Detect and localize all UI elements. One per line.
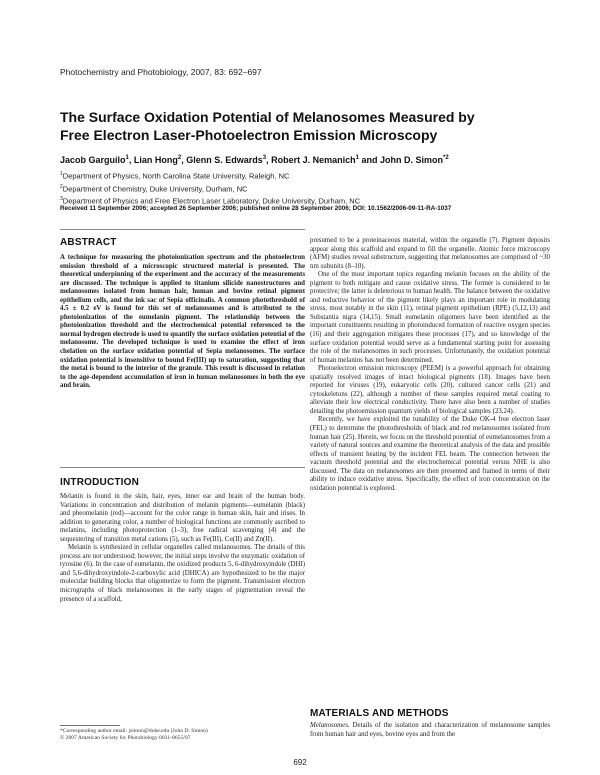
footnote-copyright: © 2007 American Society for Photobiology 0031-8655/07 bbox=[60, 735, 191, 741]
intro-paragraph-1: Melanin is found in the skin, hair, eyes, inner ear and brain of the human body. Variations in concentration and distribution of melanin pigments—eumelanin (black) and pheomelanin (red)—account for the color range in human skin, hair and irises. In addition to generating color, a number of biological functions are commonly ascribed to melanins, including photoprotection (1–3), free radical scavenging (4) and the sequestering of transition metal cations (5), such as Fe(III), Cu(II) and Zn(II). bbox=[60, 493, 305, 543]
author-separator: and bbox=[359, 155, 381, 165]
right-paragraph-1: presumed to be a proteinaceous material, within the organelle (7). Pigment deposits appear along this scaffold and expand to fill the organelle. Atomic force microscopy (AFM) studies reveal substructure, suggesting that melanosomes are comprised of ~30 nm subunits (8–10). bbox=[310, 237, 550, 270]
title-line-1: The Surface Oxidation Potential of Melanosomes Measured by bbox=[60, 109, 475, 125]
author-separator: , bbox=[181, 155, 187, 165]
title-line-2: Free Electron Laser-Photoelectron Emission Microscopy bbox=[60, 127, 438, 143]
author-affiliation-mark: 1 bbox=[125, 155, 129, 161]
affiliation-mark: 3 bbox=[60, 196, 63, 202]
author-name: Lian Hong bbox=[133, 155, 178, 165]
abstract-paragraph: A technique for measuring the photoionization spectrum and the photoelectron emission threshold of a microscopic structured material is presented. The theoretical underpinning of the experiment and the accuracy of the measurements are discussed. The technique is applied to titanium silicide nanostructures and melanosomes isolated from human hair, human and bovine retinal pigment epithelium cells, and the ink sac of Sepia officinalis. A common photothreshold of 4.5 ± 0.2 eV is found for this set of melanosomes and is attributed to the photoionization of the eumelanin pigment. The relationship between the photoionization threshold and the electrochemical potential referenced to the normal hydrogen electrode is used to quantify the surface oxidation potential of the melanosome. The developed technique is used to examine the effect of iron chelation on the surface oxidation potential of Sepia melanosomes. The surface oxidation potential is insensitive to bound Fe(III) up to saturation, suggesting that the metal is bound to the interior of the granule. This result is discussed in relation to the age-dependent accumulation of iron in human melanosomes in both the eye and brain. bbox=[60, 254, 305, 390]
affiliations bbox=[60, 169, 360, 207]
affiliation-line bbox=[60, 169, 360, 182]
author-name: Jacob Garguilo bbox=[60, 155, 126, 165]
author-list bbox=[60, 155, 449, 165]
methods-paragraph bbox=[310, 722, 550, 739]
author-name: John D. Simon bbox=[380, 155, 444, 165]
page-number: 692 bbox=[293, 758, 307, 767]
author-name: Glenn S. Edwards bbox=[186, 155, 263, 165]
methods-body: Details of the isolation and characterization of melanosome samples from human hair and eyes, bovine eyes and from the bbox=[310, 722, 550, 738]
author-name: Robert J. Nemanich bbox=[271, 155, 356, 165]
affiliation-mark: 2 bbox=[60, 183, 63, 190]
affiliation-line bbox=[60, 182, 360, 195]
abstract-top-rule bbox=[60, 229, 305, 230]
affiliation-text: Department of Physics, North Carolina State University, Raleigh, NC bbox=[62, 171, 290, 181]
footnote-rule bbox=[60, 725, 120, 726]
right-paragraph-4: Recently, we have exploited the tunability of the Duke OK-4 free electron laser (FEL) to determine the photothresholds of black and red melanosomes isolated from human hair (25). Herein, we focus on the threshold potential of eumelanosomes from a variety of natural sources and examine the theoretical analysis of the data and possible effects of transient heating by the incident FEL beam. The connection between the vacuum threshold potential and the electrochemical potential versus NHE is also discussed. The data on melanosomes are then presented and framed in terms of their ability to induce oxidative stress. Specifically, the effect of iron concentration on the oxidation potential is explored. bbox=[310, 416, 550, 492]
author-affiliation-mark: 1 bbox=[355, 155, 359, 161]
author-affiliation-mark: 2 bbox=[177, 155, 182, 161]
abstract-heading: ABSTRACT bbox=[60, 237, 117, 248]
journal-citation: Photochemistry and Photobiology, 2007, 83: 692–697 bbox=[60, 67, 262, 77]
author-affiliation-mark: *2 bbox=[443, 155, 449, 161]
paper-title bbox=[60, 108, 550, 144]
footnote-corresponding: *Corresponding author email: jsimon@duke.edu (John D. Simon) bbox=[60, 728, 208, 734]
author-separator: , bbox=[128, 155, 134, 165]
right-column-text bbox=[310, 237, 550, 493]
received-dates: Received 11 September 2006; accepted 26 September 2006; published online 28 September 2006; DOI: 10.1562/2006-09-11-RA-1037 bbox=[60, 205, 452, 212]
affiliation-mark: 1 bbox=[60, 171, 63, 177]
abstract-text bbox=[60, 254, 305, 391]
methods-text bbox=[310, 722, 550, 739]
methods-lead: Melanosomes. bbox=[310, 722, 350, 729]
author-separator: , bbox=[266, 155, 272, 165]
right-paragraph-2: One of the most important topics regarding melanin focuses on the ability of the pigment to both mitigate and cause oxidative stress. The former is considered to be protective; the latter is deleterious to human health. The balance between the oxidative and reductive behavior of the pigment likely plays an important role in modulating stress, most notably in the skin (11), retinal pigment epithelium (RPE) (5,12,13) and Substantia nigra (14,15). Small eumelanin oligomers have been identified as the important constituents resulting in photoinduced formation of reactive oxygen species (16) and their aggregation mitigates these processes (17), and so knowledge of the surface oxidation potential would serve as a fundamental starting point for assessing the role of the melanosomes in such processes. Unfortunately, the oxidation potential of human melanins has not been determined. bbox=[310, 271, 550, 364]
footnote bbox=[60, 728, 208, 742]
abstract-bottom-rule bbox=[60, 467, 305, 468]
author-affiliation-mark: 3 bbox=[262, 155, 267, 161]
introduction-text bbox=[60, 493, 305, 604]
right-paragraph-3: Photoelectron emission microscopy (PEEM) is a powerful approach for obtaining spatially resolved images of intact biological pigments (18). Images have been reported for viruses (19), eukaryotic cells (20), cultured cancer cells (21) and cytoskeletons (22), although a number of these samples required metal coating to alleviate their low electrical conductivity. There have also been a number of studies detailing the photoemission quantum yields of biological samples (23,24). bbox=[310, 365, 550, 415]
introduction-heading: INTRODUCTION bbox=[60, 477, 140, 488]
affiliation-text: Department of Chemistry, Duke University, Durham, NC bbox=[62, 184, 248, 193]
affiliation-text: Department of Physics and Free Electron Laser Laboratory, Duke University, Durham, NC bbox=[62, 196, 361, 206]
intro-paragraph-2: Melanin is synthesized in cellular organelles called melanosomes. The details of this process are not understood; however, the initial steps involve the enzymatic oxidation of tyrosine (6). In the case of eumelanin, the oxidized products 5, 6-dihydroxyindole (DHI) and 5,6-dihydroxyindole-2-carboxylic acid (DHICA) are hypothesized to be the major molecular building blocks that oligomerize to form the pigment. Transmission electron micrographs of black melanosomes in the early stages of pigmentation reveal the presence of a scaffold, bbox=[60, 544, 305, 603]
methods-heading: MATERIALS AND METHODS bbox=[310, 708, 449, 719]
